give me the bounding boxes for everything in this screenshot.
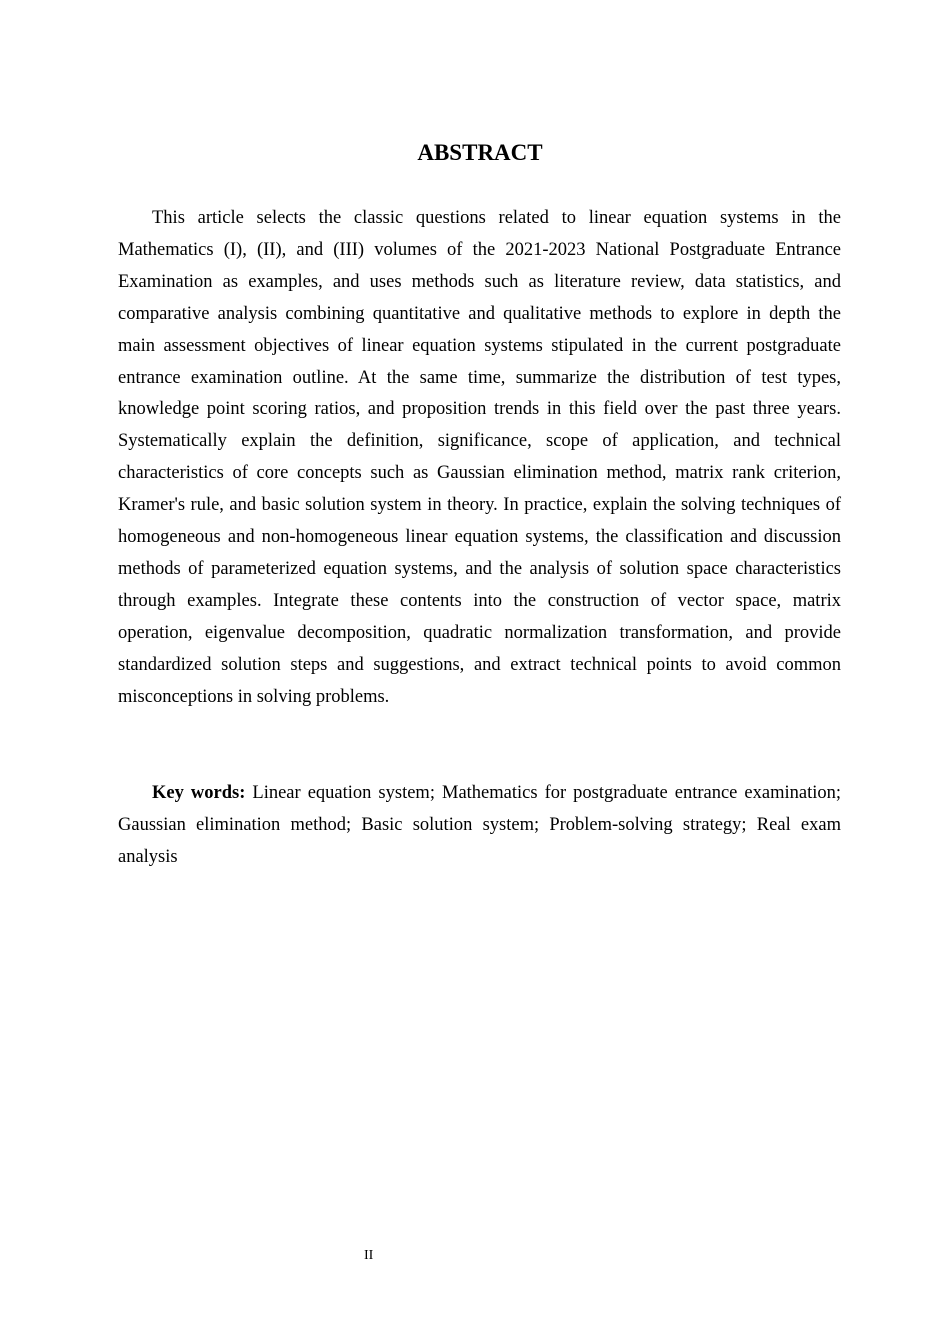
keywords-label: Key words: xyxy=(152,783,246,803)
abstract-paragraph: This article selects the classic questions related to linear equation systems in the Mathematics (I), (II), and (III) volumes of the 2021-2023 National Postgraduate Entrance Examination as examples, and uses methods such as literature review, data statistics, and comparative analysis combining quantitative and qualitative methods to explore in depth the main assessment objectives of linear equation systems stipulated in the current postgraduate entrance examination outline. At the same time, summarize the distribution of test types, knowledge point scoring ratios, and proposition trends in this field over the past three years. Systematically explain the definition, significance, scope of application, and technical characteristics of core concepts such as Gaussian elimination method, matrix rank criterion, Kramer's rule, and basic solution system in theory. In practice, explain the solving techniques of homogeneous and non-homogeneous linear equation systems, the classification and discussion methods of parameterized equation systems, and the analysis of solution space characteristics through examples. Integrate these contents into the construction of vector space, matrix operation, eigenvalue decomposition, quadratic normalization transformation, and provide standardized solution steps and suggestions, and extract technical points to avoid common misconceptions in solving problems. xyxy=(118,208,841,707)
page-number: II xyxy=(364,1248,374,1263)
page-title: ABSTRACT xyxy=(417,140,543,165)
keywords-paragraph xyxy=(118,778,841,874)
keywords-text: Linear equation system; Mathematics for postgraduate entrance examination; Gaussian elimination method; Basic solution system; Problem-solving strategy; Real exam analysis xyxy=(118,783,841,867)
